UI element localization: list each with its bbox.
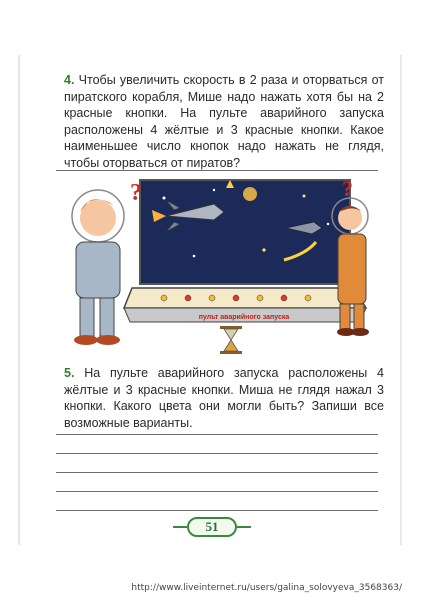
planet-icon — [243, 187, 257, 201]
yellow-button-icon — [257, 295, 263, 301]
answer-line — [56, 472, 378, 473]
task-number: 4. — [64, 73, 75, 87]
illustration-space-control-panel — [54, 176, 380, 356]
answer-line — [56, 491, 378, 492]
answer-line — [56, 510, 378, 511]
star-icon — [213, 189, 215, 191]
boy-astronaut — [72, 190, 124, 345]
page-edge-right — [400, 55, 402, 545]
question-mark-icon: ? — [130, 180, 142, 206]
page-edge-left — [18, 55, 20, 545]
watermark-url: http://www.liveinternet.ru/users/galina_solovyeva_3568363/ — [131, 583, 402, 593]
answer-line — [56, 453, 378, 454]
answer-line — [56, 170, 378, 171]
yellow-button-icon — [305, 295, 311, 301]
question-mark-icon: ? — [342, 176, 353, 201]
task-text: На пульте аварийного запуска расположены 4 жёлтые и 3 красные кнопки. Миша не глядя нажал 3 кнопки. Какого цвета они могли быть? Запиши все возможные варианты. — [64, 366, 384, 430]
red-button-icon — [185, 295, 191, 301]
task-5 — [64, 365, 384, 431]
panel-sign: пульт аварийного запуска — [198, 314, 290, 321]
yellow-button-icon — [209, 295, 215, 301]
task-number: 5. — [64, 366, 75, 380]
star-icon — [163, 197, 166, 200]
red-button-icon — [281, 295, 287, 301]
task-text: Чтобы увеличить скорость в 2 раза и оторваться от пиратского корабля, Мише надо нажать хотя бы на 2 красные кнопки. На пульте аварийного запуска расположены 4 жёлтые и 3 красные кнопки. Какое наименьшее число кнопок надо нажать не глядя, чтобы оторваться от пиратов? — [64, 73, 384, 170]
red-button-icon — [233, 295, 239, 301]
task-4 — [64, 72, 384, 171]
page-number: 51 — [187, 517, 237, 537]
answer-line — [56, 434, 378, 435]
star-icon — [262, 248, 265, 251]
control-panel — [124, 288, 366, 308]
star-icon — [193, 255, 196, 258]
yellow-button-icon — [161, 295, 167, 301]
hourglass-icon — [220, 326, 242, 354]
star-icon — [327, 223, 329, 225]
star-icon — [303, 195, 306, 198]
